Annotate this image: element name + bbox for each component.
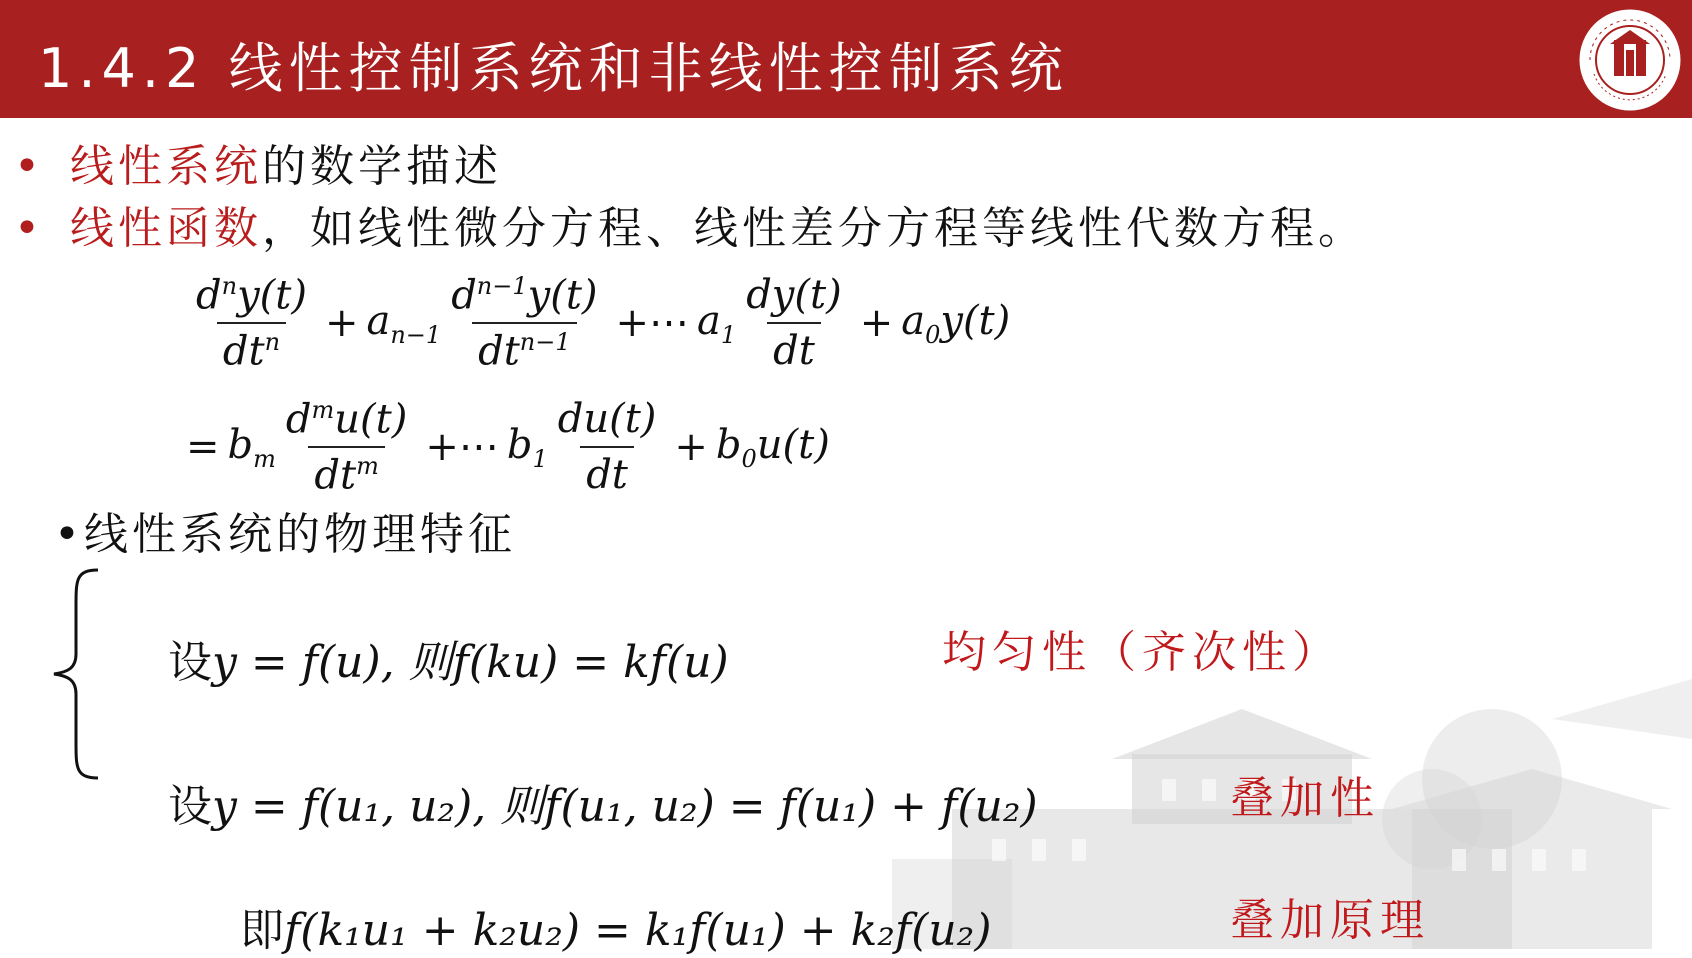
fraction: $\frac{du(t)}{dt}$ bbox=[557, 396, 657, 499]
fraction: $\frac{d^mu(t)}{dt^m}$ bbox=[285, 396, 408, 499]
homogeneity-label: 均匀性（齐次性） bbox=[942, 627, 1342, 678]
bullet-linear-function bbox=[14, 192, 1366, 256]
differential-equation-line-2: = $b_m$ $\frac{d^mu(t)}{dt^m}$ +⋯ $b_1$ $\frac{du(t)}{dt}$ + $b_0u(t)$ bbox=[186, 396, 830, 499]
additivity-formula: 设y = f(u₁, u₂), 则f(u₁, u₂) = f(u₁) + f(u₂) bbox=[168, 781, 1038, 832]
fraction: $\frac{d^{n-1}y(t)}{dt^{n-1}}$ bbox=[451, 272, 598, 375]
title-banner bbox=[0, 0, 1692, 118]
bullet-dot: • bbox=[14, 141, 44, 192]
curly-brace-icon bbox=[48, 566, 108, 782]
bullet-highlight: 线性系统 bbox=[69, 141, 262, 192]
additivity-label: 叠加性 bbox=[1230, 773, 1380, 824]
fraction: $\frac{dy(t)}{dt}$ bbox=[746, 272, 842, 375]
bullet-text: ，如线性微分方程、线性差分方程等线性代数方程。 bbox=[261, 203, 1366, 254]
university-seal-icon bbox=[1574, 4, 1686, 116]
superposition-formula: 即f(k₁u₁ + k₂u₂) = k₁f(u₁) + k₂f(u₂) bbox=[240, 905, 992, 956]
bullet-highlight: 线性函数 bbox=[69, 203, 262, 254]
superposition-label: 叠加原理 bbox=[1230, 895, 1430, 946]
fraction: $\frac{d^ny(t)}{dt^n}$ bbox=[196, 272, 307, 375]
bullet-dot: • bbox=[14, 203, 44, 254]
slide-title: 1.4.2 线性控制系统和非线性控制系统 bbox=[38, 37, 1069, 100]
physical-features-heading: •线性系统的物理特征 bbox=[54, 509, 516, 560]
bullet-text: 的数学描述 bbox=[261, 141, 502, 192]
homogeneity-formula: 设y = f(u), 则f(ku) = kf(u) bbox=[168, 637, 729, 688]
bullet-linear-system bbox=[14, 130, 502, 194]
differential-equation-line-1: $\frac{d^ny(t)}{dt^n}$ + $a_{n-1}$ $\frac{d^{n-1}y(t)}{dt^{n-1}}$ +⋯ $a_1$ $\frac{dy(t)}{dt}$ + $a_0y(t)$ bbox=[186, 272, 1010, 375]
